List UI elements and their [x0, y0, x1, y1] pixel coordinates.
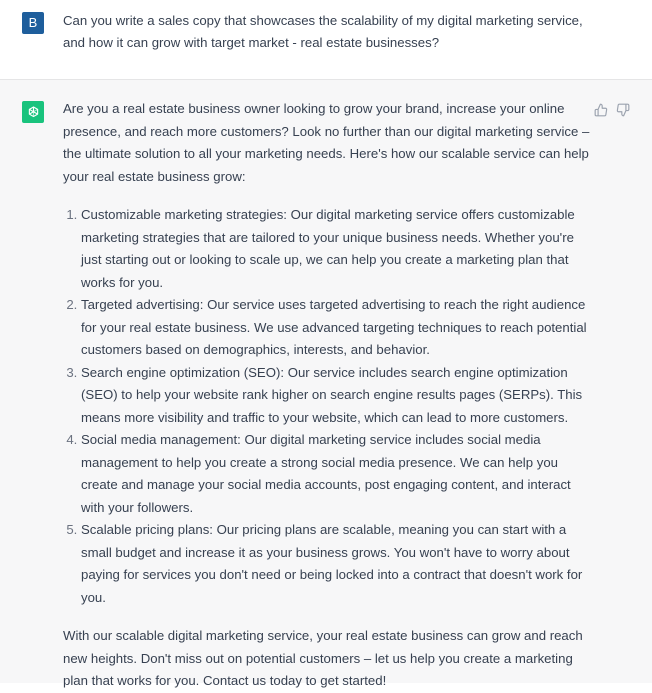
thumbs-down-button[interactable] — [615, 102, 631, 118]
user-message-text: Can you write a sales copy that showcases the scalability of my digital marketing service, and how it can grow with target market - real estate businesses? — [63, 13, 583, 50]
thumbs-down-icon — [616, 103, 630, 117]
assistant-avatar — [22, 101, 44, 123]
list-item: 3. Search engine optimization (SEO): Our service includes search engine optimization (SEO) to help your website rank higher on search engine results pages (SERPs). This means more visibility and traffic to your website, which can lead to more customers. — [81, 362, 593, 430]
assistant-message-row — [0, 80, 652, 688]
assistant-intro: Are you a real estate business owner looking to grow your brand, increase your online presence, and reach more customers? Look no further than our digital marketing service – the ultimate solution to all your marketing needs. Here's how our scalable service can help your real estate business grow: — [63, 101, 590, 184]
user-avatar: B — [22, 12, 44, 34]
assistant-outro: With our scalable digital marketing service, your real estate business can grow and reach new heights. Don't miss out on potential customers – let us help you create a marketing plan that works for you. Contact us today to get started! — [63, 628, 583, 688]
thumbs-up-button[interactable] — [593, 102, 609, 118]
openai-logo-icon — [26, 105, 41, 120]
list-item: 1. Customizable marketing strategies: Our digital marketing service offers customizable marketing strategies that are tailored to your unique business needs. Whether you're just starting out or looking to scale up, we can help you create a marketing plan that works for you. — [81, 204, 593, 294]
list-item: 4. Social media management: Our digital marketing service includes social media management to help you create a strong social media presence. We can help you create and manage your social media accounts, post engaging content, and interact with your followers. — [81, 429, 593, 519]
list-item: 2. Targeted advertising: Our service uses targeted advertising to reach the right audience for your real estate business. We use advanced targeting techniques to reach potential customers based on demographics, interests, and behavior. — [81, 294, 593, 362]
list-item: 5. Scalable pricing plans: Our pricing plans are scalable, meaning you can start with a small budget and increase it as your business grows. You won't have to worry about paying for services you don't need or being locked into a contract that doesn't work for you. — [81, 519, 593, 609]
assistant-message-content — [63, 98, 593, 693]
user-message-row — [0, 0, 652, 80]
thumbs-up-icon — [594, 103, 608, 117]
assistant-list — [63, 204, 593, 609]
